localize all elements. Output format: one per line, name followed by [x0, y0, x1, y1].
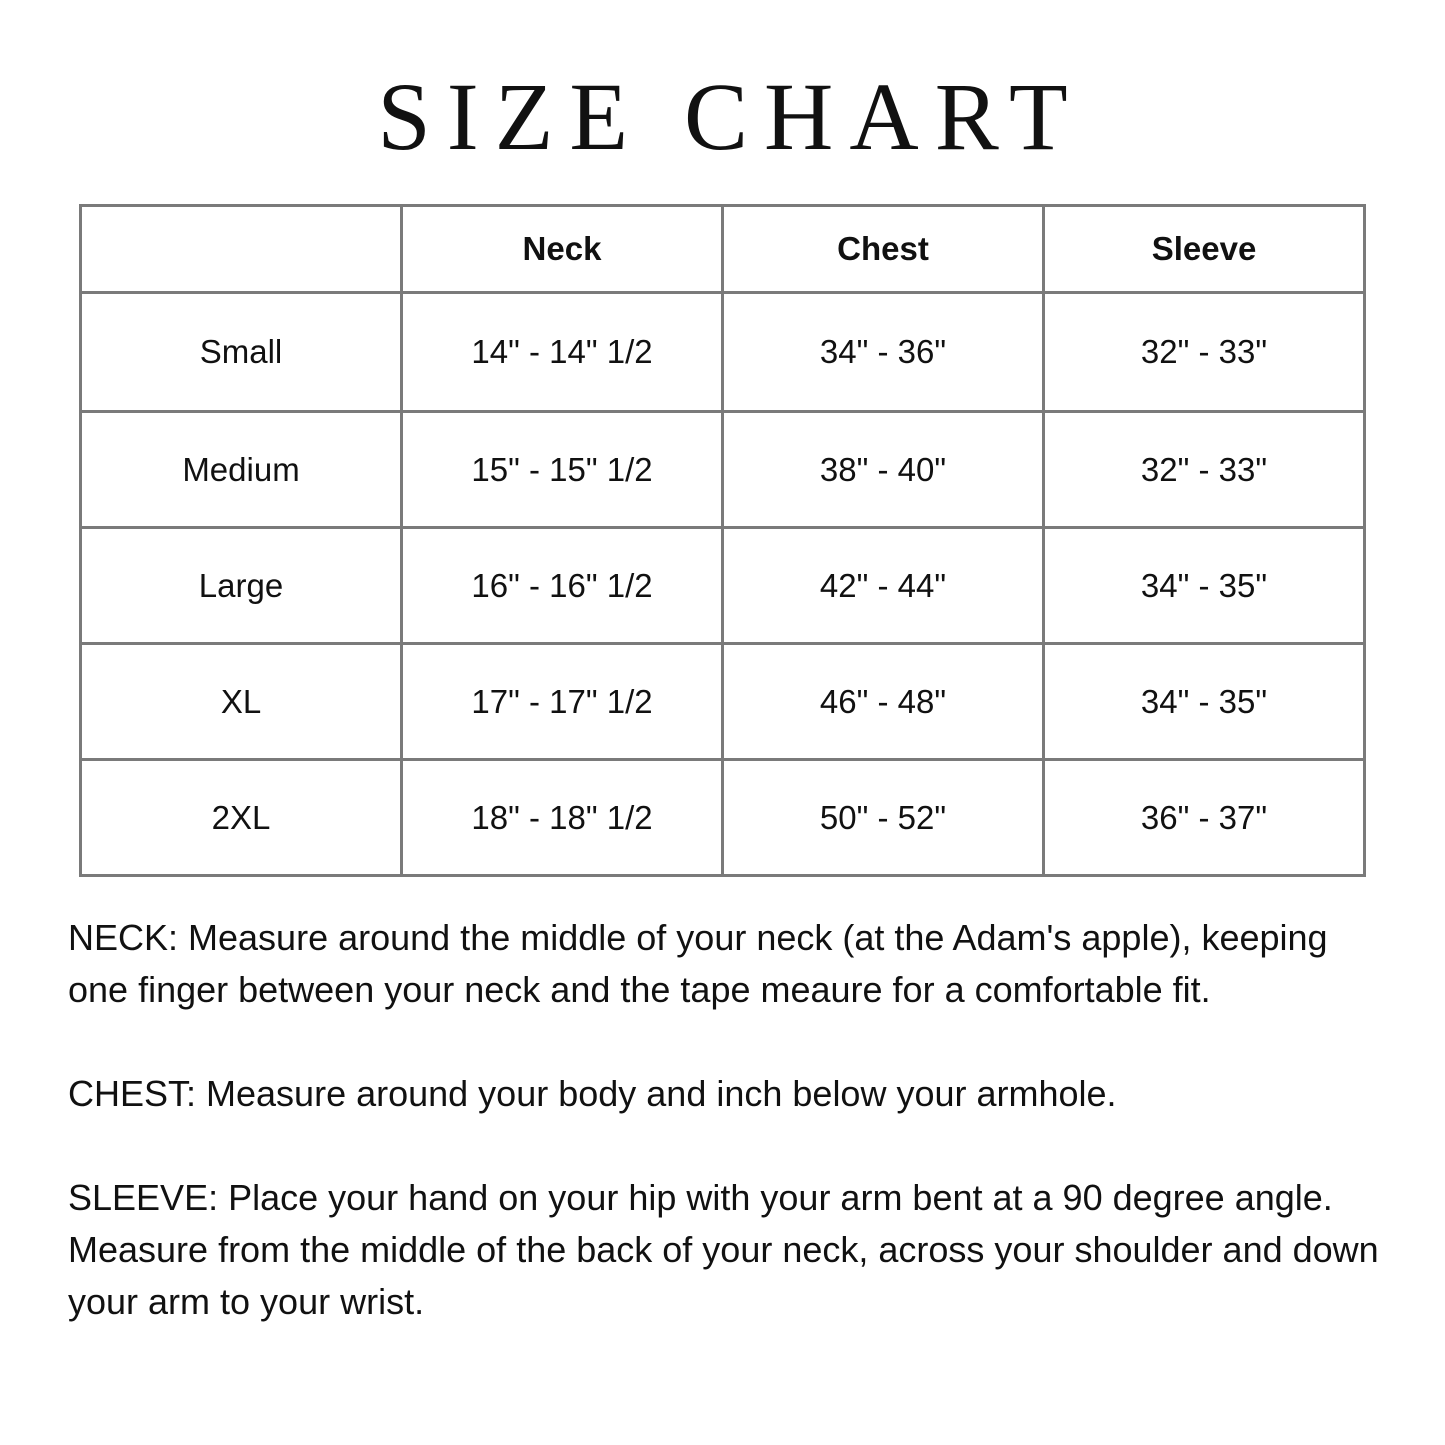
size-cell: Large [81, 528, 402, 644]
neck-note: NECK: Measure around the middle of your neck (at the Adam's apple), keeping one finger between your neck and the tape meaure for a comfortable fit. [68, 917, 1328, 1010]
sleeve-note: SLEEVE: Place your hand on your hip with your arm bent at a 90 degree angle. Measure from the middle of the back of your neck, across your shoulder and down your arm to your wrist. [68, 1177, 1379, 1322]
sleeve-cell: 32" - 33" [1044, 293, 1365, 412]
neck-cell: 14" - 14" 1/2 [402, 293, 723, 412]
neck-cell: 16" - 16" 1/2 [402, 528, 723, 644]
page-title: SIZE CHART [377, 63, 1084, 170]
size-table [79, 204, 1366, 877]
sleeve-cell: 32" - 33" [1044, 412, 1365, 528]
table-row [81, 293, 1365, 412]
chest-cell: 42" - 44" [723, 528, 1044, 644]
chest-cell: 50" - 52" [723, 760, 1044, 876]
chest-cell: 34" - 36" [723, 293, 1044, 412]
neck-cell: 15" - 15" 1/2 [402, 412, 723, 528]
table-header-row [81, 206, 1365, 293]
size-cell: Small [81, 293, 402, 412]
table-row [81, 528, 1365, 644]
table-row [81, 644, 1365, 760]
measurement-notes [68, 912, 1388, 1328]
header-cell-blank [81, 206, 402, 293]
sleeve-cell: 36" - 37" [1044, 760, 1365, 876]
chest-note: CHEST: Measure around your body and inch below your armhole. [68, 1073, 1117, 1114]
header-cell-neck: Neck [402, 206, 723, 293]
table-row [81, 412, 1365, 528]
size-cell: Medium [81, 412, 402, 528]
neck-cell: 17" - 17" 1/2 [402, 644, 723, 760]
header-cell-chest: Chest [723, 206, 1044, 293]
header-cell-sleeve: Sleeve [1044, 206, 1365, 293]
chest-cell: 38" - 40" [723, 412, 1044, 528]
neck-cell: 18" - 18" 1/2 [402, 760, 723, 876]
sleeve-cell: 34" - 35" [1044, 528, 1365, 644]
size-cell: 2XL [81, 760, 402, 876]
size-cell: XL [81, 644, 402, 760]
chest-cell: 46" - 48" [723, 644, 1044, 760]
sleeve-cell: 34" - 35" [1044, 644, 1365, 760]
table-row [81, 760, 1365, 876]
